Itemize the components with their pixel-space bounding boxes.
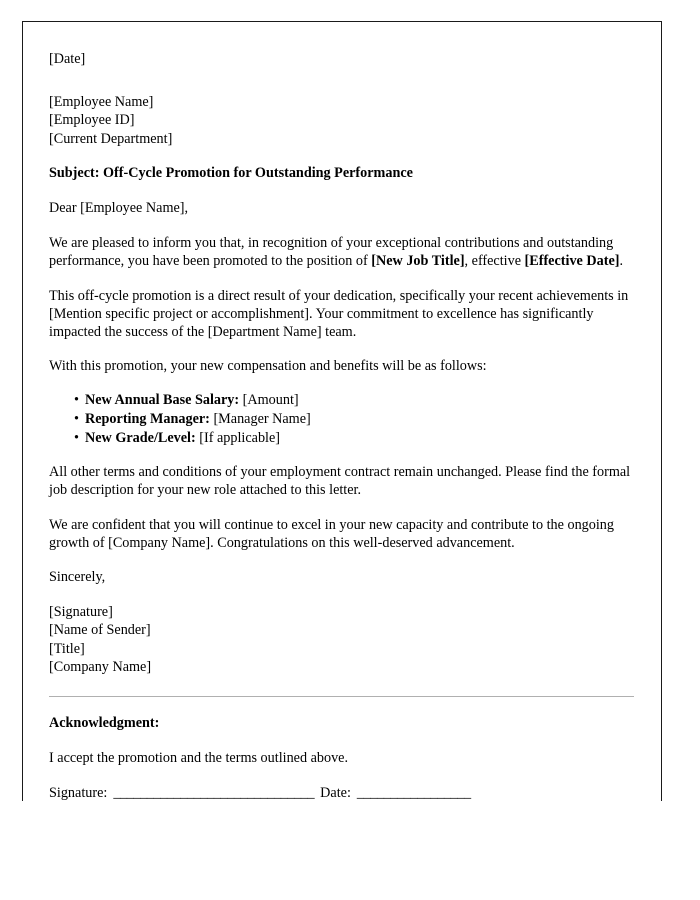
closing-line: Sincerely, (49, 569, 106, 586)
sender-name-placeholder: [Name of Sender] (49, 622, 151, 639)
benefit-label-salary: New Annual Base Salary: (85, 392, 240, 409)
paragraph-1-part-2: , effective (464, 253, 525, 270)
date-field-label: Date: (320, 785, 351, 802)
acknowledgment-fields (49, 784, 635, 802)
benefit-value-grade: [If applicable] (195, 429, 281, 446)
date-placeholder: [Date] (49, 51, 86, 67)
signature-field-rule[interactable]: ______________________________ (113, 785, 315, 802)
list-item (49, 429, 635, 448)
sender-title-placeholder: [Title] (49, 640, 85, 657)
benefit-value-manager: [Manager Name] (209, 411, 311, 428)
signature-field-label: Signature: (49, 785, 108, 802)
effective-date-placeholder: [Effective Date] (524, 253, 620, 270)
new-job-title-placeholder: [New Job Title] (371, 253, 465, 270)
paragraph-promotion-announcement (49, 234, 635, 270)
list-item (49, 391, 635, 410)
bullet-icon: • (74, 392, 79, 409)
acknowledgment-heading: Acknowledgment: (49, 715, 160, 732)
benefit-label-grade: New Grade/Level: (85, 429, 196, 446)
subject-line: Subject: Off-Cycle Promotion for Outstanding Performance (49, 164, 413, 181)
paragraph-achievements: This off-cycle promotion is a direct result of your dedication, specifically your recent achievements in [Mention specific project or accomplishment]. Your commitment to excellence has significantly impacted the success of the [Department Name] team. (49, 287, 629, 341)
bullet-icon: • (74, 429, 79, 446)
paragraph-terms-unchanged: All other terms and conditions of your employment contract remain unchanged. Please find the formal job description for your new role attached to this letter. (49, 464, 631, 499)
sender-signature-block (49, 603, 635, 676)
paragraph-congratulations: We are confident that you will continue to excel in your new capacity and contribute to the ongoing growth of [Company Name]. Congratulations on this well-deserved advancement. (49, 516, 614, 551)
document-body (49, 50, 635, 803)
recipient-current-department: [Current Department] (49, 130, 173, 147)
acknowledgment-statement: I accept the promotion and the terms outlined above. (49, 750, 349, 767)
salutation: Dear [Employee Name], (49, 200, 189, 217)
paragraph-1-part-1: We are pleased to inform you that, in recognition of your exceptional contributions and outstanding performance, you have been promoted to the position of (49, 235, 614, 270)
list-item (49, 410, 635, 429)
sender-company-placeholder: [Company Name] (49, 658, 152, 675)
recipient-employee-id: [Employee ID] (49, 112, 135, 129)
date-field-rule[interactable]: _________________ (356, 785, 471, 802)
benefit-value-salary: [Amount] (239, 392, 299, 409)
paragraph-compensation-intro: With this promotion, your new compensation and benefits will be as follows: (49, 358, 487, 375)
document-page (22, 21, 662, 801)
paragraph-1-part-3: . (619, 253, 624, 270)
benefit-label-manager: Reporting Manager: (85, 411, 210, 428)
bullet-icon: • (74, 411, 79, 428)
recipient-employee-name: [Employee Name] (49, 94, 154, 111)
benefits-list (49, 391, 635, 447)
section-divider (49, 696, 634, 697)
recipient-block (49, 93, 635, 148)
sender-signature-placeholder: [Signature] (49, 604, 113, 621)
